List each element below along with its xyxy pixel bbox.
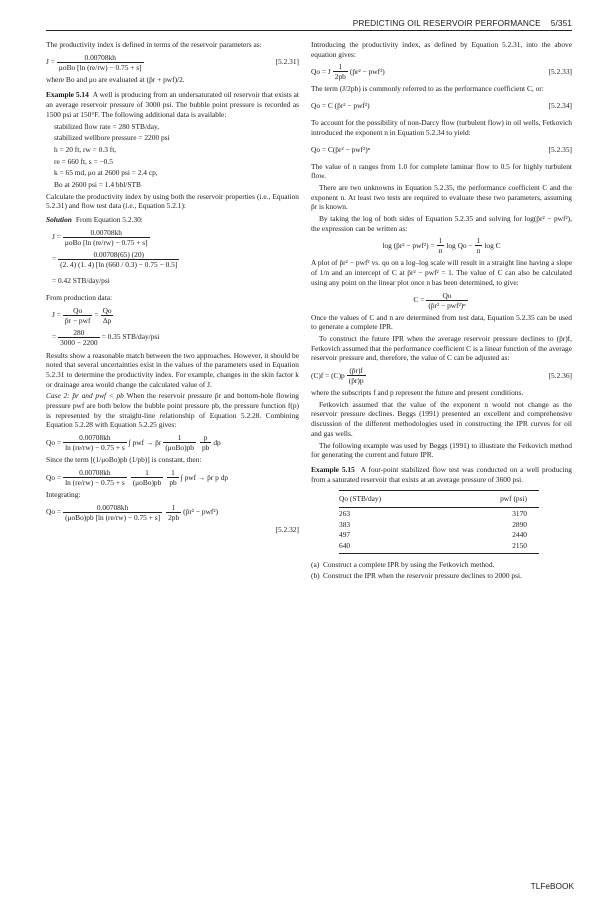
data-line: stabilized flow rate = 280 STB/day, (54, 121, 160, 131)
equation-number: [5.2.35] (548, 144, 572, 154)
right-column (311, 40, 572, 581)
log-equation: log (p̄r² − pwf²) = $\frac{1}{n}$ log Qo − $\frac{1}{n}$ log C (382, 236, 501, 256)
table-row (339, 519, 539, 530)
equation-number: [5.2.34] (548, 101, 572, 111)
table-header: pwf (psi) (443, 491, 539, 508)
header-rule (46, 30, 572, 31)
right-paragraph: Introducing the productivity index, as defined by Equation 5.2.31, into the above equation gives: (311, 40, 572, 59)
table-row (339, 541, 539, 554)
right-paragraph: The term (J/2pb) is commonly referred to as the performance coefficient C, or: (311, 84, 544, 94)
production-result: = $\frac{280}{3000 - 2200}$ = 0.35 STB/day/psi (52, 327, 160, 347)
table-cell: 2890 (512, 519, 527, 529)
table-cell: 2440 (512, 530, 527, 540)
case-2: Case 2: p̄r and pwf < pb When the reservoir pressure p̄r and bottom-hole flowing pressure pwf are both below the bubble point pressure pb, the pressure function f(p) is represented by the straight-line relationship of Equation 5.2.28. Combining Equation 5.2.28 with Equation 5.2.25 gives: (46, 391, 299, 430)
table-cell: 640 (339, 541, 443, 554)
table-cell: 383 (339, 519, 351, 529)
left-paragraph: The productivity index is defined in terms of the reservoir parameters as: (46, 40, 262, 49)
table-row (339, 508, 539, 519)
table-cell: 2150 (443, 541, 539, 554)
left-paragraph: where Bo and μo are evaluated at (p̄r + pwf)/2. (46, 74, 185, 84)
case-equation: Qo = $\frac{0.00708kh}{\ln (re/rw) - 0.75 + s}$ $\frac{1}{\text{(μoBo)pb}}$ $\frac{1}{pb}$ ∫ pwf → p̄r p dp (46, 467, 229, 487)
equation-number: [5.2.32] (275, 524, 299, 534)
table-cell: 3170 (512, 508, 527, 518)
data-line: k = 65 md, μo at 2600 psi = 2.4 cp, (54, 168, 158, 178)
left-paragraph: From production data: (46, 292, 113, 302)
table-cell: 263 (339, 508, 351, 518)
flow-test-table (339, 490, 539, 554)
equation-5-2-35: Qo = C(p̄r² − pwf²)ⁿ [5.2.35] (311, 144, 572, 154)
production-equation: J = $\frac{Qo}{\text{p̄r − pwf}}$ = $\frac{Qo}{\Delta p}$ (52, 305, 112, 325)
left-paragraph: Since the term [(1/μoBo)pb (1/pb)] is constant, then: (46, 455, 202, 465)
case-equation: Qo = $\frac{0.00708kh}{\ln (re/rw) - 0.75 + s}$ ∫ pwf → p̄r $\frac{1}{\text{(μoBo)pb}}$ $\frac{p}{pb}$ dp (46, 433, 221, 453)
equation-5-2-33: Qo = J $\frac{1}{2pb}$ (p̄r² − pwf²) [5.2.33] (311, 62, 572, 82)
right-paragraph: The value of n ranges from 1.0 for complete laminar flow to 0.5 for highly turbulent flow. (311, 161, 572, 181)
equation-5-2-36: (C)f = (C)p $\frac{(p̄r)f}{(p̄r)p}$ [5.2.36] (311, 366, 572, 386)
right-paragraph: By taking the log of both sides of Equation 5.2.35 and solving for log(p̄r² − pwf²), the expression can be written as: (311, 214, 572, 233)
data-line: h = 20 ft, rw = 0.3 ft, (54, 144, 117, 154)
equation-number: [5.2.36] (548, 370, 572, 380)
equation-5-2-32: Qo = $\frac{0.00708kh}{\text{(μoBo)pb [ln (re/rw) − 0.75 + s]}}$ $\frac{1}{2pb}$ (p̄r² − pwf²) (46, 502, 219, 522)
data-line: Bo at 2600 psi = 1.4 bbl/STB (54, 180, 141, 190)
right-paragraph: Fetkovich assumed that the value of the exponent n would not change as the reservoir pressure declines. Beggs (1991) presented an excellent and comprehensive discussion of the different methodologies used in constructing the IPR curves for oil and gas wells. (311, 399, 572, 438)
example-label: Example 5.14 (46, 90, 89, 100)
equation-number: [5.2.33] (548, 67, 572, 77)
data-line: stabilized wellbore pressure = 2200 psi (54, 133, 170, 143)
solution-equation: = $\frac{0.00708(65) (20)}{(2. 4) (1. 4) [\ln (660 / 0.3) - 0.75 - 0.5]}$ (52, 249, 178, 269)
table-cell: 497 (339, 530, 351, 540)
table-row (339, 530, 539, 541)
left-paragraph: Results show a reasonable match between the two approaches. However, it should be noted that several uncertainties exist in the values of the parameters used in Equation 5.2.31 to determine the productivity index. For example, changes in the skin factor k or drainage area would change the calculated value of J. (46, 350, 299, 389)
data-list (46, 122, 299, 190)
data-line: re = 660 ft, s = −0.5 (54, 156, 113, 166)
header-title: PREDICTING OIL RESERVOIR PERFORMANCE (352, 18, 541, 28)
table-header-row (339, 491, 539, 508)
equation-5-2-34: Qo = C (p̄r² − pwf²) [5.2.34] (311, 101, 572, 111)
solution-label: Solution (46, 215, 72, 225)
right-paragraph: Once the values of C and n are determined from test data, Equation 5.2.35 can be used to generate a complete IPR. (311, 312, 572, 332)
case-label: Case 2: p̄r and pwf < pb (46, 391, 124, 401)
table-header: Qo (STB/day) (339, 491, 443, 508)
page-number: 5/351 (550, 18, 572, 28)
right-paragraph: There are two unknowns in Equation 5.2.35, the performance coefficient C and the exponent n. At least two tests are required to evaluate these two parameters, assuming p̄r is known. (311, 182, 572, 212)
right-paragraph: The following example was used by Beggs (1991) to illustrate the Fetkovich method for generating the current and future IPR. (311, 440, 572, 460)
left-column (46, 40, 299, 534)
c-equation: C = $\frac{Qo}{\text{(p̄r² − pwf²)ⁿ}}$ (413, 290, 466, 310)
example-label: Example 5.15 (311, 464, 355, 474)
equation-number: [5.2.31] (275, 57, 299, 67)
equation-5-2-31: J = $\frac{0.00708kh}{\text{μoBo [ln (re/rw) − 0.75 + s]}}$ [5.2.31] (46, 52, 299, 72)
example-5-15: Example 5.15 A four-point stabilized flow test was conducted on a well producing from a saturated reservoir that exists at an average pressure of 3600 psi. (311, 464, 572, 484)
solution-result: = 0.42 STB/day/psi (52, 275, 110, 285)
list-item: (b) Construct the IPR when the reservoir pressure declines to 2000 psi. (311, 570, 522, 580)
right-paragraph: A plot of p̄r² − pwf² vs. qo on a log–log scale will result in a straight line having a slope of 1/n and an intercept of C at p̄r² − pwf² = 1. The value of C can also be calculated using any point on the linear plot once n has been determined, to give: (311, 258, 572, 287)
solution: Solution From Equation 5.2.30: (46, 215, 143, 225)
list-item: (a) Construct a complete IPR by using the Fetkovich method. (311, 560, 495, 570)
left-paragraph: Calculate the productivity index by using both the reservoir properties (i.e., Equation 5.2.31) and flow test data (i.e., Equation 5.2.1): (46, 191, 299, 211)
left-paragraph: Integrating: (46, 489, 81, 499)
right-paragraph: To account for the possibility of non-Darcy flow (turbulent flow) in oil wells, Fetkovich introduced the exponent n in Equation 5.2.34 to yield: (311, 118, 572, 137)
right-paragraph: where the subscripts f and p represent the future and present conditions. (311, 388, 524, 398)
right-paragraph: To construct the future IPR when the average reservoir pressure declines to (p̄r)f, Fetkovich assumed that the performance coefficient C is a linear function of the average reservoir pressure and, therefore, the value of C can be adjusted as: (311, 333, 572, 363)
footer-watermark: TLFeBOOK (530, 881, 574, 891)
example-5-14: Example 5.14 A well is producing from an undersaturated oil reservoir that exists at an average reservoir pressure of 3000 psi. The bubble point pressure is recorded as 1500 psi at 150°F. The following additional data is available: (46, 90, 299, 119)
solution-equation: J = $\frac{0.00708kh}{\text{μoBo [ln (re/rw) − 0.75 + s]}}$ (52, 227, 148, 247)
running-header (300, 18, 572, 28)
